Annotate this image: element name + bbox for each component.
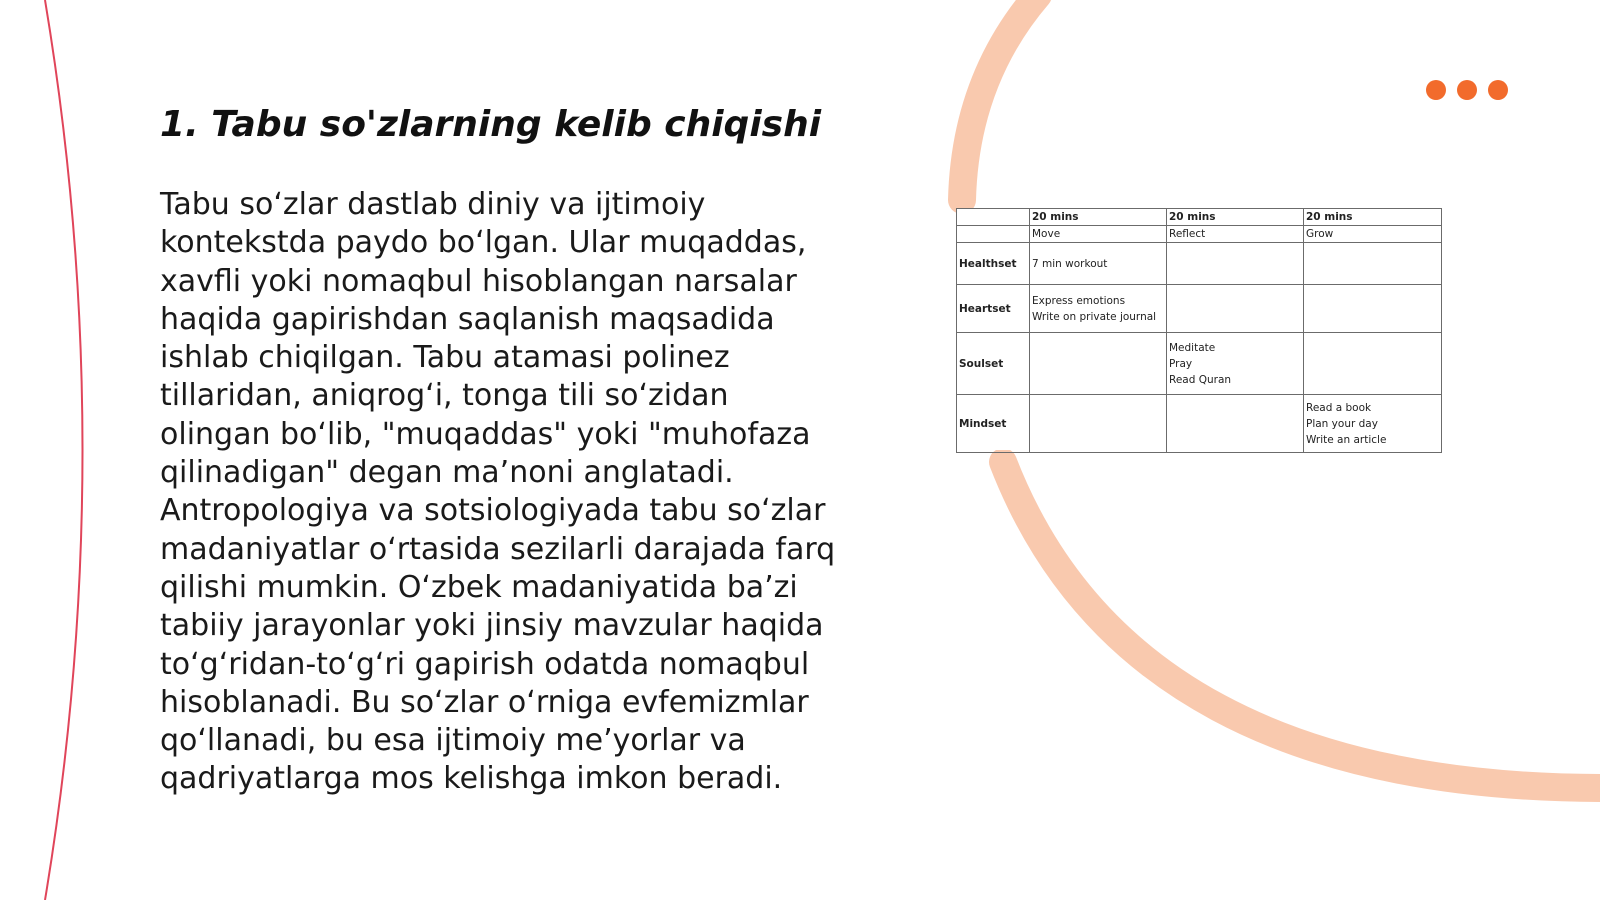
table-subheader-cell: Reflect [1167, 226, 1304, 243]
peach-arc-top [962, 0, 1038, 200]
table-cell [1304, 285, 1442, 333]
table-header-cell: 20 mins [1304, 209, 1442, 226]
table-cell [1167, 285, 1304, 333]
table-subheader-cell: Grow [1304, 226, 1442, 243]
table-cell [1304, 333, 1442, 395]
table-cell: Express emotions Write on private journal [1030, 285, 1167, 333]
orange-dot [1488, 80, 1508, 100]
table-cell [1167, 243, 1304, 285]
menu-dots [1426, 80, 1508, 100]
table-corner-cell [957, 226, 1030, 243]
table-row [957, 395, 1442, 453]
table-cell [1304, 243, 1442, 285]
table-header-row [957, 209, 1442, 226]
table-cell: Read a book Plan your day Write an article [1304, 395, 1442, 453]
table-subheader-row [957, 226, 1442, 243]
table-cell [1030, 395, 1167, 453]
table-header-cell: 20 mins [1167, 209, 1304, 226]
table-header-cell: 20 mins [1030, 209, 1167, 226]
orange-dot [1457, 80, 1477, 100]
slide-body-text: Tabu so‘zlar dastlab diniy va ijtimoiy kontekstda paydo bo‘lgan. Ular muqaddas, xavfli yoki nomaqbul hisoblangan narsalar haqida gapirishdan saqlanish maqsadida ishlab chiqilgan. Tabu atamasi polinez tillaridan, aniqrog‘i, tonga tili so‘zidan olingan bo‘lib, "muqaddas" yoki "muhofaza qilinadigan" degan ma’noni anglatadi. Antropologiya va sotsiologiyada tabu so‘zlar madaniyatlar o‘rtasida sezilarli darajada farq qilishi mumkin. O‘zbek madaniyatida ba’zi tabiiy jarayonlar yoki jinsiy mavzular haqida to‘g‘ridan-to‘g‘ri gapirish odatda nomaqbul hisoblanadi. Bu so‘zlar o‘rniga evfemizmlar qo‘llanadi, bu esa ijtimoiy me’yorlar va qadriyatlarga mos kelishga imkon beradi. [160, 187, 836, 797]
left-red-curve [45, 0, 83, 900]
table-row-label: Healthset [957, 243, 1030, 285]
table-cell: 7 min workout [1030, 243, 1167, 285]
slide-title: 1. Tabu so'zlarning kelib chiqishi [160, 104, 822, 145]
table-row [957, 285, 1442, 333]
peach-arc-bottom [1003, 462, 1600, 788]
schedule-table-image [956, 208, 1441, 450]
orange-dot [1426, 80, 1446, 100]
table-row-label: Soulset [957, 333, 1030, 395]
table-subheader-cell: Move [1030, 226, 1167, 243]
table-cell: Meditate Pray Read Quran [1167, 333, 1304, 395]
table-row-label: Mindset [957, 395, 1030, 453]
table-row-label: Heartset [957, 285, 1030, 333]
table-cell [1167, 395, 1304, 453]
table-row [957, 243, 1442, 285]
table-cell [1030, 333, 1167, 395]
schedule-table [956, 208, 1442, 453]
table-row [957, 333, 1442, 395]
table-corner-cell [957, 209, 1030, 226]
